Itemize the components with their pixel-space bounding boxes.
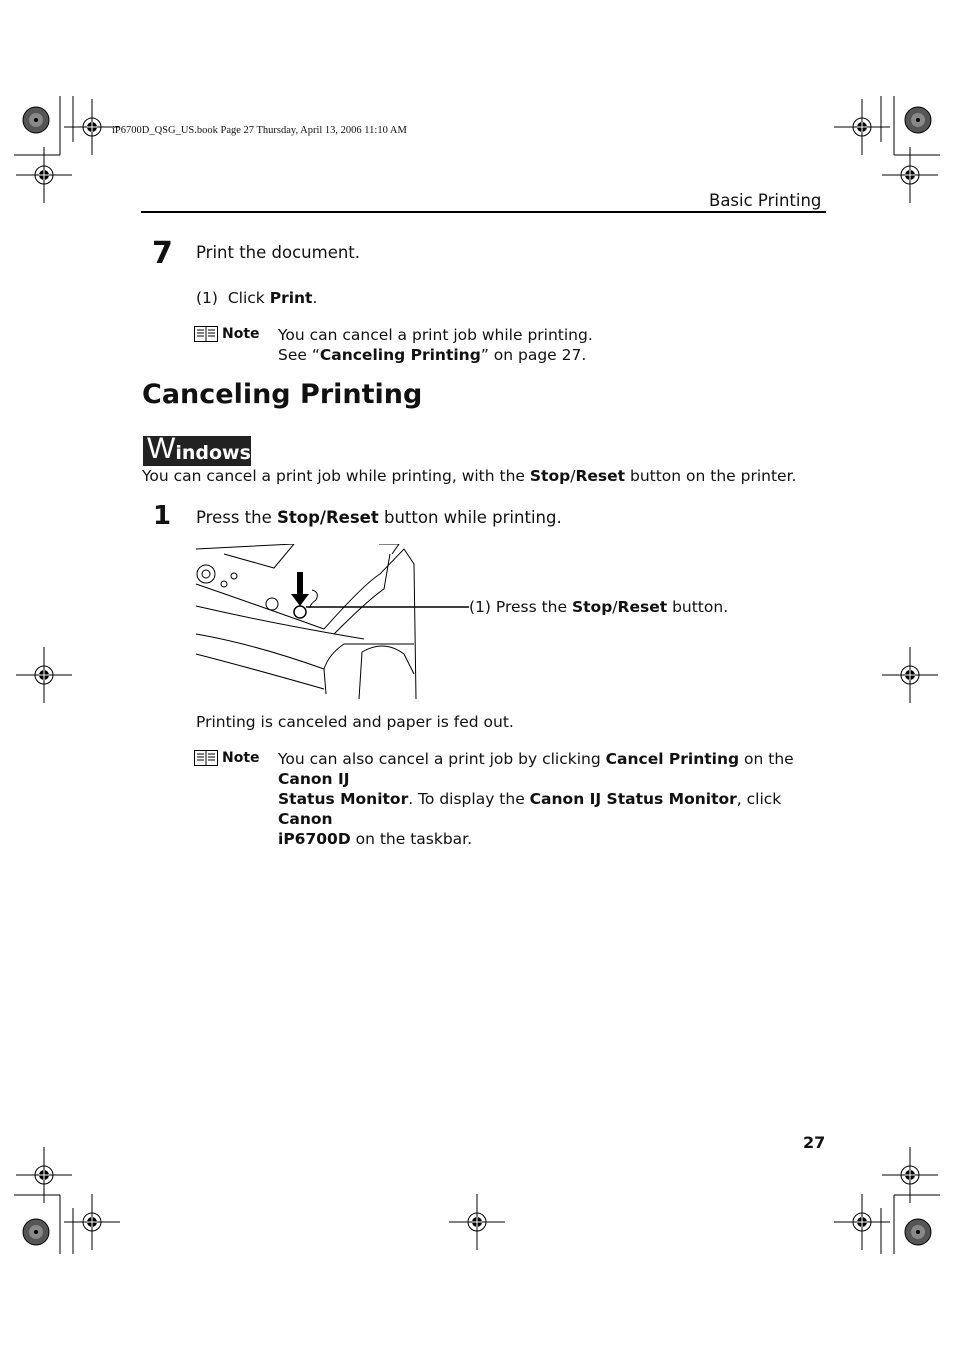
note-label: Note <box>194 750 260 766</box>
book-icon <box>194 326 218 342</box>
printer-illustration <box>194 544 469 700</box>
note-text: You can also cancel a print job by clicking Cancel Printing on the Canon IJ Status Monitor. To display the Canon IJ Status Monitor, click Canon iP6700D on the taskbar. <box>278 750 794 848</box>
header-rule <box>141 211 826 213</box>
result-text: Printing is canceled and paper is fed out. <box>196 713 514 731</box>
page-number: 27 <box>803 1133 826 1152</box>
step-title: Print the document. <box>196 243 361 262</box>
callout-label: (1) Press the Stop/Reset button. <box>469 598 729 616</box>
running-header: Basic Printing <box>709 191 822 210</box>
step-number: 7 <box>152 236 173 271</box>
link-canceling-printing[interactable]: Canceling Printing <box>319 346 481 364</box>
intro-text: You can cancel a print job while printing, with the Stop/Reset button on the printer. <box>142 467 797 485</box>
windows-badge: W indows <box>143 436 251 466</box>
file-header: iP6700D_QSG_US.book Page 27 Thursday, April 13, 2006 11:10 AM <box>112 125 407 136</box>
step-number: 1 <box>153 501 172 531</box>
book-icon <box>194 750 218 766</box>
substep: (1) Click Print. <box>196 289 318 307</box>
note-text: You can cancel a print job while printing. See “Canceling Printing” on page 27. <box>278 326 593 364</box>
arrow-down-icon <box>291 572 309 606</box>
note-label: Note <box>194 326 260 342</box>
section-title: Canceling Printing <box>142 379 423 410</box>
step-title: Press the Stop/Reset button while printing. <box>196 508 562 527</box>
